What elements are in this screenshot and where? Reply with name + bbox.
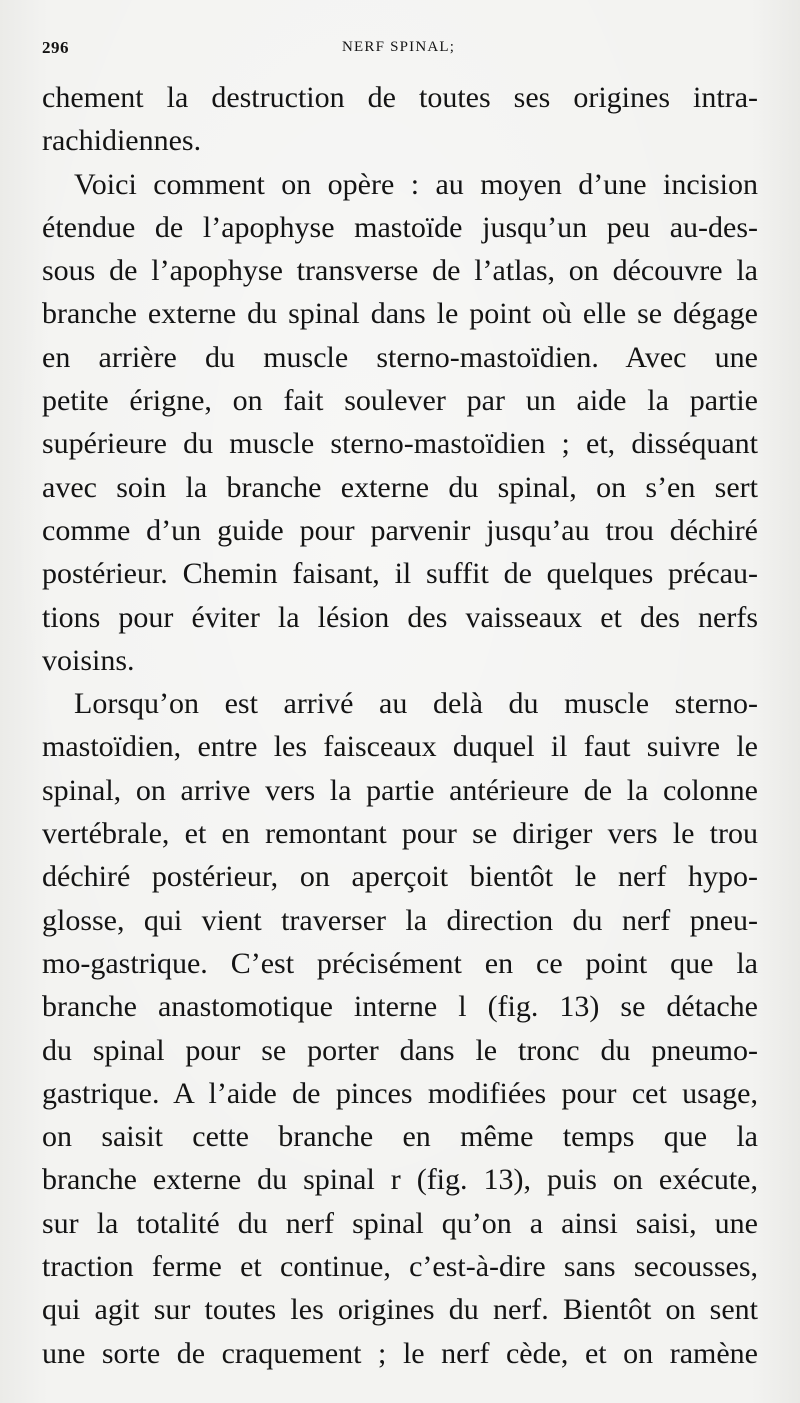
text-line: mo-gastrique. C’est précisément en ce point que la (42, 946, 758, 980)
text-line: branche externe du spinal dans le point où elle se dégage (42, 297, 758, 331)
text-line: vertébrale, et en remontant pour se diriger vers le trou (42, 817, 758, 851)
text-line: Lorsqu’on est arrivé au delà du muscle sterno- (74, 687, 758, 721)
text-line: supérieure du muscle sterno-mastoïdien ; et, disséquant (42, 427, 758, 461)
text-line: traction ferme et continue, c’est-à-dire sans secousses, (42, 1250, 758, 1284)
text-line: Voici comment on opère : au moyen d’une incision (74, 167, 758, 201)
text-line: en arrière du muscle sterno-mastoïdien. Avec une (42, 340, 758, 374)
page-header (42, 38, 762, 62)
text-line: étendue de l’apophyse mastoïde jusqu’un peu au-des- (42, 210, 758, 244)
text-line: qui agit sur toutes les origines du nerf. Bientôt on sent (42, 1293, 758, 1327)
text-line: du spinal pour se porter dans le tronc du pneumo- (42, 1033, 758, 1067)
text-line: branche anastomotique interne l (fig. 13) se détache (42, 990, 758, 1024)
text-line: chement la destruction de toutes ses origines intra- (42, 81, 758, 114)
body-text (42, 76, 758, 1375)
text-line: voisins. (42, 643, 135, 677)
text-line: spinal, on arrive vers la partie antérieure de la colonne (42, 773, 758, 807)
text-line: glosse, qui vient traverser la direction du nerf pneu- (42, 903, 758, 937)
text-line: déchiré postérieur, on aperçoit bientôt le nerf hypo- (42, 860, 758, 894)
text-line: gastrique. A l’aide de pinces modifiées pour cet usage, (42, 1076, 758, 1110)
text-line: avec soin la branche externe du spinal, on s’en sert (42, 470, 758, 504)
text-line: branche externe du spinal r (fig. 13), puis on exécute, (42, 1163, 758, 1197)
text-line: comme d’un guide pour parvenir jusqu’au trou déchiré (42, 513, 758, 547)
text-line: mastoïdien, entre les faisceaux duquel il faut suivre le (42, 730, 758, 764)
text-line: une sorte de craquement ; le nerf cède, et on ramène (42, 1336, 758, 1370)
running-head: NERF SPINAL; (342, 39, 456, 55)
text-line: tions pour éviter la lésion des vaisseaux et des nerfs (42, 600, 758, 634)
text-line: petite érigne, on fait soulever par un aide la partie (42, 384, 758, 418)
page-number: 296 (42, 38, 69, 57)
text-line: rachidiennes. (42, 124, 202, 158)
text-line: on saisit cette branche en même temps que la (42, 1120, 758, 1154)
text-line: sous de l’apophyse transverse de l’atlas, on découvre la (42, 254, 758, 288)
text-line: sur la totalité du nerf spinal qu’on a ainsi saisi, une (42, 1206, 758, 1240)
text-line: postérieur. Chemin faisant, il suffit de quelques précau- (42, 557, 758, 591)
